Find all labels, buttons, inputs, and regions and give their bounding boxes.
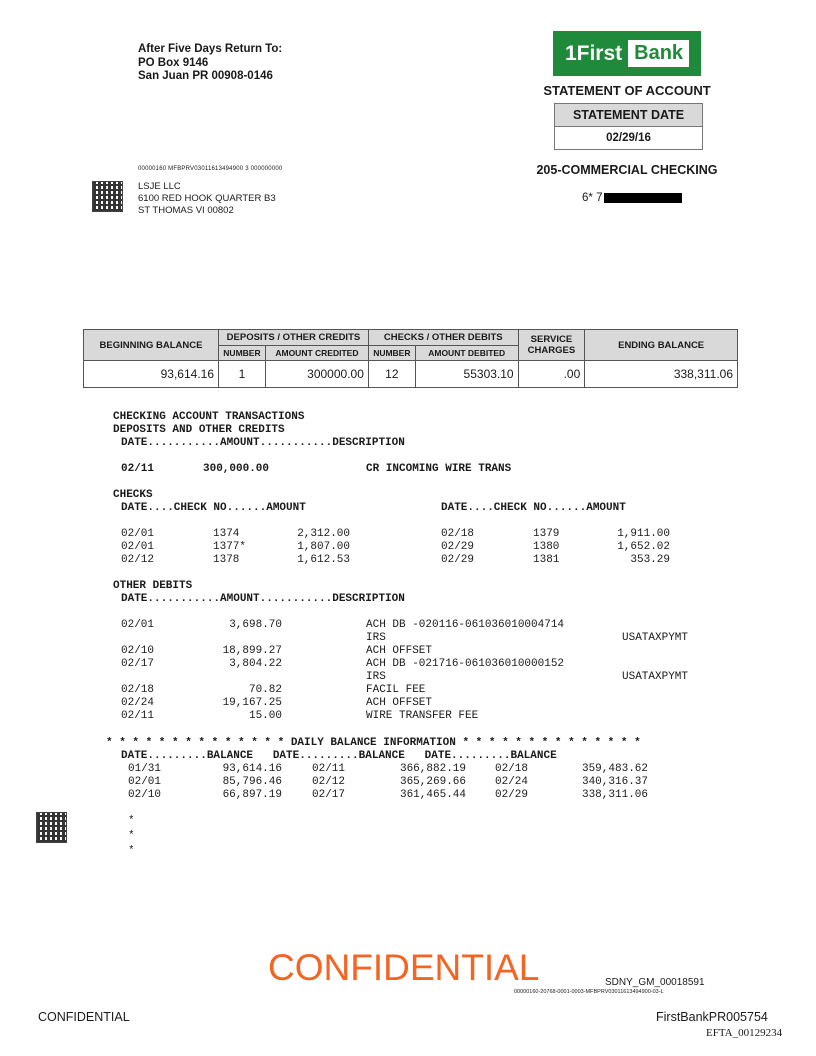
check-amount: 1,807.00 — [297, 541, 350, 553]
efta-number: EFTA_00129234 — [706, 1027, 783, 1039]
deposits-header: DATE...........AMOUNT...........DESCRIPTION — [121, 437, 405, 449]
firstbank-bates: FirstBankPR005754 — [656, 1010, 768, 1024]
account-number — [582, 192, 682, 204]
mailing-name: LSJE LLC — [138, 181, 181, 192]
check-amount: 1,652.02 — [617, 541, 670, 553]
check-date: 02/01 — [121, 541, 155, 553]
daily-balance: 340,316.37 — [581, 776, 648, 788]
daily-date: 02/17 — [312, 789, 346, 801]
confidential-footer: CONFIDENTIAL — [38, 1010, 130, 1024]
debit-description: ACH DB -021716-061036010000152 — [366, 658, 565, 670]
deposits-title: DEPOSITS AND OTHER CREDITS — [113, 424, 285, 436]
header-chk-number: NUMBER — [368, 346, 415, 361]
checks-title: CHECKS — [113, 489, 153, 501]
logo-first: 1First — [564, 41, 623, 65]
daily-balance-title: * * * * * * * * * * * * * * DAILY BALANCE INFORMATION * * * * * * * * * * * * * * — [106, 737, 641, 749]
value-dep-amount: 300000.00 — [265, 361, 368, 388]
deposit-description: CR INCOMING WIRE TRANS — [366, 463, 512, 475]
check-date: 02/29 — [441, 541, 475, 553]
transactions-title: CHECKING ACCOUNT TRANSACTIONS — [113, 411, 305, 423]
statement-date-value: 02/29/16 — [606, 132, 651, 144]
daily-balance-header: DATE.........BALANCE DATE.........BALANCE DATE.........BALANCE — [121, 750, 557, 762]
mail-barcode-text: 00000160 MFBPRV03011613494900 3 000000000 — [138, 166, 283, 172]
debit-amount: 19,167.25 — [222, 697, 282, 709]
mailing-street: 6100 RED HOOK QUARTER B3 — [138, 193, 276, 204]
sdny-bates: SDNY_GM_00018591 — [605, 977, 705, 988]
check-amount: 1,612.53 — [297, 554, 350, 566]
value-ending-balance: 338,311.06 — [585, 361, 738, 388]
value-service: .00 — [518, 361, 585, 388]
debit-extra: USATAXPYMT — [622, 632, 689, 644]
check-amount: 353.29 — [630, 554, 670, 566]
redaction-bar — [604, 193, 682, 203]
star-marker: * — [128, 815, 135, 827]
check-date: 02/01 — [121, 528, 155, 540]
daily-balance: 366,882.19 — [399, 763, 466, 775]
daily-balance: 365,269.66 — [399, 776, 466, 788]
check-date: 02/18 — [441, 528, 475, 540]
checks-header-left: DATE....CHECK NO......AMOUNT — [121, 502, 306, 514]
debit-description: ACH OFFSET — [366, 645, 433, 657]
star-marker: * — [128, 845, 135, 857]
debit-date: 02/17 — [121, 658, 155, 670]
check-no: 1374 — [213, 528, 240, 540]
deposit-amount: 300,000.00 — [203, 463, 270, 475]
debit-description: IRS — [366, 632, 386, 644]
confidential-stamp: CONFIDENTIAL — [268, 947, 540, 988]
daily-date: 02/18 — [495, 763, 529, 775]
daily-balance: 359,483.62 — [581, 763, 648, 775]
debit-amount: 18,899.27 — [222, 645, 282, 657]
qr-code-icon — [92, 181, 123, 212]
value-chk-amount: 55303.10 — [415, 361, 518, 388]
daily-balance: 93,614.16 — [222, 763, 282, 775]
header-amount-credited: AMOUNT CREDITED — [265, 346, 368, 361]
check-amount: 1,911.00 — [617, 528, 670, 540]
debit-date: 02/24 — [121, 697, 155, 709]
return-line-3: San Juan PR 00908-0146 — [138, 70, 273, 82]
check-no: 1378 — [213, 554, 240, 566]
value-dep-number: 1 — [219, 361, 266, 388]
debit-amount: 70.82 — [248, 684, 282, 696]
check-no: 1377* — [213, 541, 247, 553]
check-no: 1380 — [533, 541, 560, 553]
header-checks: CHECKS / OTHER DEBITS — [368, 330, 518, 346]
debit-amount: 3,698.70 — [229, 619, 282, 631]
check-date: 02/12 — [121, 554, 155, 566]
debit-amount: 3,804.22 — [229, 658, 282, 670]
header-beginning-balance: BEGINNING BALANCE — [84, 330, 219, 361]
header-deposits: DEPOSITS / OTHER CREDITS — [219, 330, 369, 346]
statement-date-box — [554, 103, 703, 150]
debit-date: 02/01 — [121, 619, 155, 631]
mailing-city: ST THOMAS VI 00802 — [138, 205, 234, 216]
debit-description: FACIL FEE — [366, 684, 426, 696]
other-debits-header: DATE...........AMOUNT...........DESCRIPTION — [121, 593, 405, 605]
debit-date: 02/18 — [121, 684, 155, 696]
return-line-2: PO Box 9146 — [138, 56, 209, 69]
header-ending-balance: ENDING BALANCE — [585, 330, 738, 361]
return-address — [138, 43, 282, 84]
star-marker: * — [128, 830, 135, 842]
header-amount-debited: AMOUNT DEBITED — [415, 346, 518, 361]
account-type: 205-COMMERCIAL CHECKING — [536, 163, 718, 177]
debit-description: WIRE TRANSFER FEE — [366, 710, 479, 722]
daily-date: 02/24 — [495, 776, 529, 788]
firstbank-logo — [553, 31, 701, 76]
check-no: 1381 — [533, 554, 560, 566]
statement-date-label: STATEMENT DATE — [555, 104, 702, 127]
header-service-charges: SERVICE CHARGES — [518, 330, 585, 361]
document-id-text: 00000160-20768-0001-0003-MFBPRV03011613494900-03-L — [514, 989, 664, 995]
value-chk-number: 12 — [368, 361, 415, 388]
daily-date: 02/29 — [495, 789, 529, 801]
debit-date: 02/10 — [121, 645, 155, 657]
check-no: 1379 — [533, 528, 560, 540]
daily-date: 02/11 — [312, 763, 346, 775]
account-number-prefix: 6* 7 — [582, 192, 603, 204]
logo-bank: Bank — [628, 40, 689, 67]
deposit-date: 02/11 — [121, 463, 155, 475]
daily-balance: 66,897.19 — [222, 789, 282, 801]
daily-date: 02/01 — [128, 776, 162, 788]
qr-code-icon — [36, 812, 67, 843]
debit-extra: USATAXPYMT — [622, 671, 689, 683]
daily-date: 02/10 — [128, 789, 162, 801]
statement-title: STATEMENT OF ACCOUNT — [543, 83, 711, 98]
daily-balance: 361,465.44 — [399, 789, 466, 801]
account-summary-table — [83, 329, 738, 388]
debit-description: IRS — [366, 671, 386, 683]
header-dep-number: NUMBER — [219, 346, 266, 361]
check-date: 02/29 — [441, 554, 475, 566]
daily-date: 01/31 — [128, 763, 162, 775]
check-amount: 2,312.00 — [297, 528, 350, 540]
mailing-address — [138, 181, 276, 217]
checks-header-right: DATE....CHECK NO......AMOUNT — [441, 502, 626, 514]
return-line-1: After Five Days Return To: — [138, 43, 283, 55]
other-debits-title: OTHER DEBITS — [113, 580, 193, 592]
debit-amount: 15.00 — [248, 710, 282, 722]
value-beginning-balance: 93,614.16 — [84, 361, 219, 388]
debit-description: ACH OFFSET — [366, 697, 433, 709]
daily-balance: 85,796.46 — [222, 776, 282, 788]
daily-balance: 338,311.06 — [581, 789, 648, 801]
debit-date: 02/11 — [121, 710, 155, 722]
daily-date: 02/12 — [312, 776, 346, 788]
debit-description: ACH DB -020116-061036010004714 — [366, 619, 565, 631]
